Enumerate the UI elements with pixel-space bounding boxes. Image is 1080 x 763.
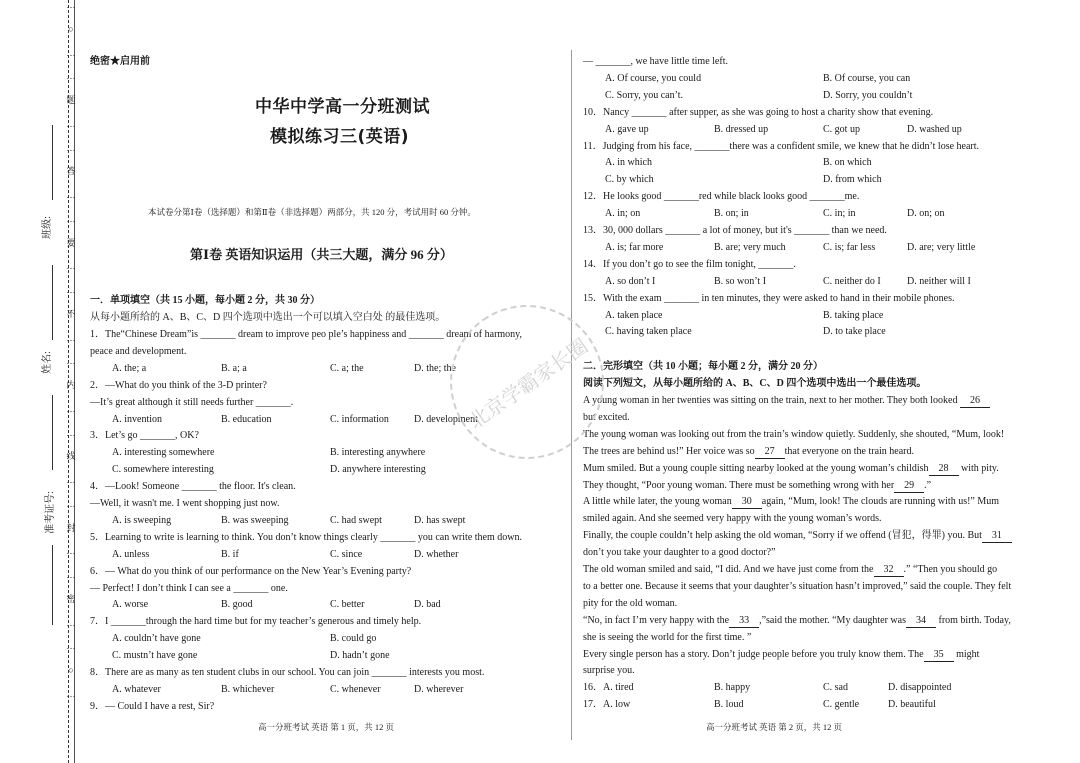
answer-option: B. so won’t I xyxy=(714,275,767,287)
answer-option: D. has swept xyxy=(414,514,466,526)
passage-text: The young woman was looking out from the train’s window quietly. Suddenly, she shouted, “Mum, look! xyxy=(583,428,1005,440)
exam-no-blank-line xyxy=(52,395,53,470)
question-line: 2．—What do you think of the 3-D printer? xyxy=(90,379,267,391)
answer-option: B. good xyxy=(221,599,253,611)
seal-char: … xyxy=(66,546,76,557)
seal-char: … xyxy=(66,641,76,652)
seal-char: … xyxy=(66,213,76,224)
answer-option: D. on; on xyxy=(907,208,945,220)
seal-char: … xyxy=(66,617,76,628)
question-line: 8．There are as many as ten student clubs in our school. You can join _______ interests you most. xyxy=(90,667,485,678)
answer-option: B. dressed up xyxy=(714,123,769,135)
seal-char: … xyxy=(66,403,76,414)
answer-option: C. in; in xyxy=(823,208,856,220)
class-blank-line xyxy=(52,125,53,200)
cloze-blank: 27 xyxy=(755,445,785,459)
passage-text: pity for the old woman. xyxy=(583,597,678,609)
footer-right: 高一分班考试 英语 第 2 页，共 12 页 xyxy=(706,722,843,732)
question-line: 10．Nancy _______ after supper, as she was going to host a charity show that evening. xyxy=(583,106,934,118)
question-line: 15．With the exam _______ in ten minutes, they were asked to hand in their mobile phones. xyxy=(583,292,955,304)
answer-option: A. in; on xyxy=(605,208,641,220)
passage-text: .” xyxy=(924,479,932,491)
answer-option: B. if xyxy=(221,548,239,560)
question-line: 12．He looks good _______red while black looks good _______me. xyxy=(583,191,860,203)
passage-text: A little while later, the young woman xyxy=(583,496,732,508)
name-blank-line xyxy=(52,265,53,340)
seal-char: … xyxy=(66,261,76,272)
passage-text: The trees are behind us!” Her voice was so xyxy=(583,445,755,457)
seal-char: … xyxy=(66,0,76,10)
exam-no-blank-line-2 xyxy=(52,545,53,625)
answer-option: B. was sweeping xyxy=(221,514,289,526)
seal-char: … xyxy=(66,332,76,343)
answer-option: D. to take place xyxy=(823,326,886,338)
answer-option: D. disappointed xyxy=(888,682,952,694)
seal-char: 不 xyxy=(66,308,76,319)
passage-line xyxy=(583,512,882,525)
seal-char: 线 xyxy=(66,451,76,462)
answer-option: C. Sorry, you can’t. xyxy=(605,89,684,101)
footer-left: 高一分班考试 英语 第 1 页，共 12 页 xyxy=(258,722,395,732)
passage-line xyxy=(583,597,677,610)
answer-option: A. worse xyxy=(112,599,149,611)
passage-text: that everyone on the train heard. xyxy=(784,445,914,457)
question-line: —It’s great although it still needs further _______. xyxy=(90,396,294,408)
seal-char: … xyxy=(66,570,76,580)
passage-line xyxy=(583,648,979,662)
answer-option: B. could go xyxy=(330,633,377,645)
passage-text: with pity. xyxy=(958,462,999,474)
seal-char: 答 xyxy=(66,166,76,177)
passage-line xyxy=(583,462,999,476)
exam-title: 中华中学高一分班测试 xyxy=(255,97,430,117)
seal-char: … xyxy=(66,71,76,82)
passage-line xyxy=(583,428,1004,441)
exam-no-label: 准考证号: xyxy=(44,491,56,534)
answer-option: C. since xyxy=(330,548,363,560)
answer-option: C. somewhere interesting xyxy=(112,464,214,476)
seal-char: 封 xyxy=(66,522,76,533)
passage-text: to a better one. Because it seems that your daughter’s situation hasn’t improved,” said the couple. They felt xyxy=(583,580,1012,592)
answer-option: A. is; far more xyxy=(605,241,664,253)
passage-line xyxy=(583,529,1012,543)
seal-char: … xyxy=(66,47,76,58)
answer-option: A. whatever xyxy=(112,683,161,695)
question-line: —Well, it wasn't me. I went shopping just now. xyxy=(90,498,280,509)
passage-text: Finally, the couple couldn’t help asking the old woman, “Sorry if we offend (冒犯，得罪) you. But xyxy=(583,530,982,542)
question-line: 7．I _______through the hard time but for my teacher’s generous and timely help. xyxy=(90,616,422,628)
answer-option: A. so don’t I xyxy=(605,275,656,287)
answer-option: A. invention xyxy=(112,413,162,425)
answer-option: B. Of course, you can xyxy=(823,72,911,84)
passage-text: from birth. Today, xyxy=(935,614,1011,626)
answer-option: C. mustn’t have gone xyxy=(112,650,198,662)
answer-option: A. gave up xyxy=(605,123,649,135)
question-line: — _______, we have little time left. xyxy=(583,56,728,67)
section-title: 第Ⅰ卷 英语知识运用（共三大题，满分 96 分） xyxy=(190,247,453,262)
question-line: peace and development. xyxy=(90,345,187,357)
passage-text: but excited. xyxy=(583,411,630,423)
answer-option: 16．A. tired xyxy=(583,682,634,694)
seal-char: … xyxy=(66,498,76,509)
seal-char: 要 xyxy=(66,237,76,248)
answer-option: D. development xyxy=(414,413,478,425)
answer-option: D. neither will I xyxy=(907,275,971,287)
answer-option: B. happy xyxy=(714,682,751,694)
answer-option: B. are; very much xyxy=(714,241,786,253)
passage-text: “No, in fact I’m very happy with the xyxy=(583,614,730,626)
exam-instructions: 本试卷分第Ⅰ卷（选择题）和第Ⅱ卷（非选择题）两部分，共 120 分，考试用时 60 分钟。 xyxy=(148,207,476,217)
answer-option: A. the; a xyxy=(112,362,147,374)
passage-line xyxy=(583,394,990,408)
answer-option: B. loud xyxy=(714,699,744,711)
cloze-blank: 26 xyxy=(960,394,990,408)
passage-line xyxy=(583,563,997,577)
passage-line xyxy=(583,614,1011,628)
passage-text: They thought, “Poor young woman. There must be something wrong with her xyxy=(583,479,895,491)
watermark-text: 北京学霸家长圈 xyxy=(463,333,593,434)
answer-option: A. in which xyxy=(605,157,652,169)
seal-char: … xyxy=(66,427,76,438)
seal-char: ○ xyxy=(68,665,74,675)
answer-option: D. from which xyxy=(823,174,882,186)
question-line: 13．30, 000 dollars _______ a lot of money, but it's _______ than we need. xyxy=(583,225,887,236)
question-line: 6．— What do you think of our performance on the New Year’s Evening party? xyxy=(90,565,412,577)
seal-char: 内 xyxy=(66,380,76,390)
answer-option: B. on which xyxy=(823,157,872,169)
answer-option: C. got up xyxy=(823,123,860,135)
passage-text: Mum smiled. But a young couple sitting nearby looked at the young woman’s childish xyxy=(583,462,929,474)
answer-option: C. neither do I xyxy=(823,275,881,287)
passage-line xyxy=(583,495,999,509)
answer-option: D. bad xyxy=(414,599,441,611)
answer-option: B. taking place xyxy=(823,309,884,321)
question-line: 11．Judging from his face, _______there was a confident smile, we knew that he didn’t lose heart. xyxy=(583,140,980,152)
passage-line xyxy=(583,664,635,677)
seal-char: … xyxy=(66,356,76,367)
question-line: 3．Let’s go _______, OK? xyxy=(90,430,199,442)
seal-char: … xyxy=(66,475,76,485)
answer-option: B. whichever xyxy=(221,683,275,695)
part1-direction: 从每小题所给的 A、B、C、D 四个选项中选出一个可以填入空白处 的最佳选项。 xyxy=(90,312,446,323)
answer-option: C. having taken place xyxy=(605,326,692,338)
seal-char: … xyxy=(66,190,76,200)
answer-option: C. better xyxy=(330,599,365,611)
exam-subtitle: 模拟练习三(英语) xyxy=(270,127,410,147)
part2-heading: 二．完形填空（共 10 小题；每小题 2 分，满分 20 分） xyxy=(583,361,823,372)
passage-line xyxy=(583,546,776,559)
answer-option: D. are; very little xyxy=(907,241,976,253)
seal-char: 题 xyxy=(66,95,76,105)
answer-option: B. education xyxy=(221,413,272,425)
seal-char: … xyxy=(66,688,76,699)
passage-text: don’t you take your daughter to a good doctor?” xyxy=(583,547,776,559)
passage-line xyxy=(583,580,1011,593)
passage-text: again, “Mum, look! The clouds are running with us!” Mum xyxy=(761,496,1000,508)
answer-option: C. sad xyxy=(823,682,848,694)
cloze-blank: 35 xyxy=(924,648,954,662)
cloze-blank: 31 xyxy=(982,529,1012,543)
answer-option: B. a; a xyxy=(221,362,247,374)
passage-text: Every single person has a story. Don’t judge people before you truly know them. The xyxy=(583,648,924,660)
passage-text: .” “Then you should go xyxy=(903,564,998,575)
answer-option: D. washed up xyxy=(907,123,962,135)
passage-text: ,”said the mother. “My daughter was xyxy=(759,614,906,626)
answer-option: A. interesting somewhere xyxy=(112,447,215,459)
answer-option: D. beautiful xyxy=(888,699,936,711)
answer-option: D. anywhere interesting xyxy=(330,464,426,476)
seal-char: 密 xyxy=(66,593,76,604)
confidential-mark: 绝密★启用前 xyxy=(90,56,150,67)
answer-option: C. a; the xyxy=(330,362,364,374)
answer-option: A. is sweeping xyxy=(112,514,172,526)
seal-char: … xyxy=(66,142,76,153)
answer-option: D. hadn’t gone xyxy=(330,650,390,662)
passage-text: she is seeing the world for the first time. ” xyxy=(583,631,752,643)
passage-line xyxy=(583,479,931,493)
cloze-blank: 32 xyxy=(874,563,904,577)
question-line: 5．Learning to write is learning to think. You don’t know things clearly _______ you can write them down. xyxy=(90,531,522,543)
question-line: 1．The“Chinese Dream”is _______ dream to improve peo ple’s happiness and _______ dream of harmony, xyxy=(90,329,523,340)
answer-option: C. had swept xyxy=(330,514,382,526)
passage-text: A young woman in her twenties was sitting on the train, next to her mother. They both looked xyxy=(583,395,960,406)
passage-text: might xyxy=(953,648,980,660)
answer-option: C. by which xyxy=(605,174,654,186)
seal-char: … xyxy=(66,285,76,295)
cloze-blank: 28 xyxy=(929,462,959,476)
cloze-blank: 29 xyxy=(894,479,924,493)
answer-option: A. taken place xyxy=(605,309,663,321)
answer-option: C. gentle xyxy=(823,699,860,711)
answer-option: D. Sorry, you couldn’t xyxy=(823,89,913,101)
answer-option: B. interesting anywhere xyxy=(330,447,426,459)
answer-option: D. the; the xyxy=(414,362,456,374)
passage-text: smiled again. And she seemed very happy with the young woman’s words. xyxy=(583,513,882,525)
seal-text-column xyxy=(64,0,78,700)
answer-option: D. whether xyxy=(414,548,459,560)
question-line: — Perfect! I don’t think I can see a _______ one. xyxy=(90,582,288,594)
cloze-blank: 30 xyxy=(732,495,762,509)
seal-char: … xyxy=(66,118,76,129)
answer-option: C. whenever xyxy=(330,683,381,695)
passage-line xyxy=(583,445,914,459)
seal-char: ○ xyxy=(68,23,74,34)
class-label: 班级: xyxy=(41,216,53,239)
answer-option: A. unless xyxy=(112,548,150,560)
passage-text: surprise you. xyxy=(583,665,635,677)
cloze-blank: 34 xyxy=(906,614,936,628)
answer-option: 17．A. low xyxy=(583,699,631,711)
part1-heading: 一．单项填空（共 15 小题，每小题 2 分，共 30 分） xyxy=(90,295,320,306)
part2-direction: 阅读下列短文，从每小题所给的 A、B、C、D 四个选项中选出一个最佳选项。 xyxy=(583,378,927,389)
cloze-blank: 33 xyxy=(729,614,759,628)
answer-option: D. wherever xyxy=(414,683,464,695)
passage-line xyxy=(583,631,751,644)
question-line: 9．— Could I have a rest, Sir? xyxy=(90,700,215,712)
passage-text: The old woman smiled and said, “I did. And we have just come from the xyxy=(583,564,874,575)
answer-option: C. is; far less xyxy=(823,241,876,253)
answer-option: A. Of course, you could xyxy=(605,72,702,84)
name-label: 姓名: xyxy=(41,351,53,374)
question-line: 4．—Look! Someone _______ the floor. It's clean. xyxy=(90,481,296,493)
answer-option: C. information xyxy=(330,413,389,425)
answer-option: A. couldn’t have gone xyxy=(112,633,201,645)
answer-option: B. on; in xyxy=(714,208,749,220)
question-line: 14．If you don’t go to see the film tonight, _______. xyxy=(583,258,796,270)
